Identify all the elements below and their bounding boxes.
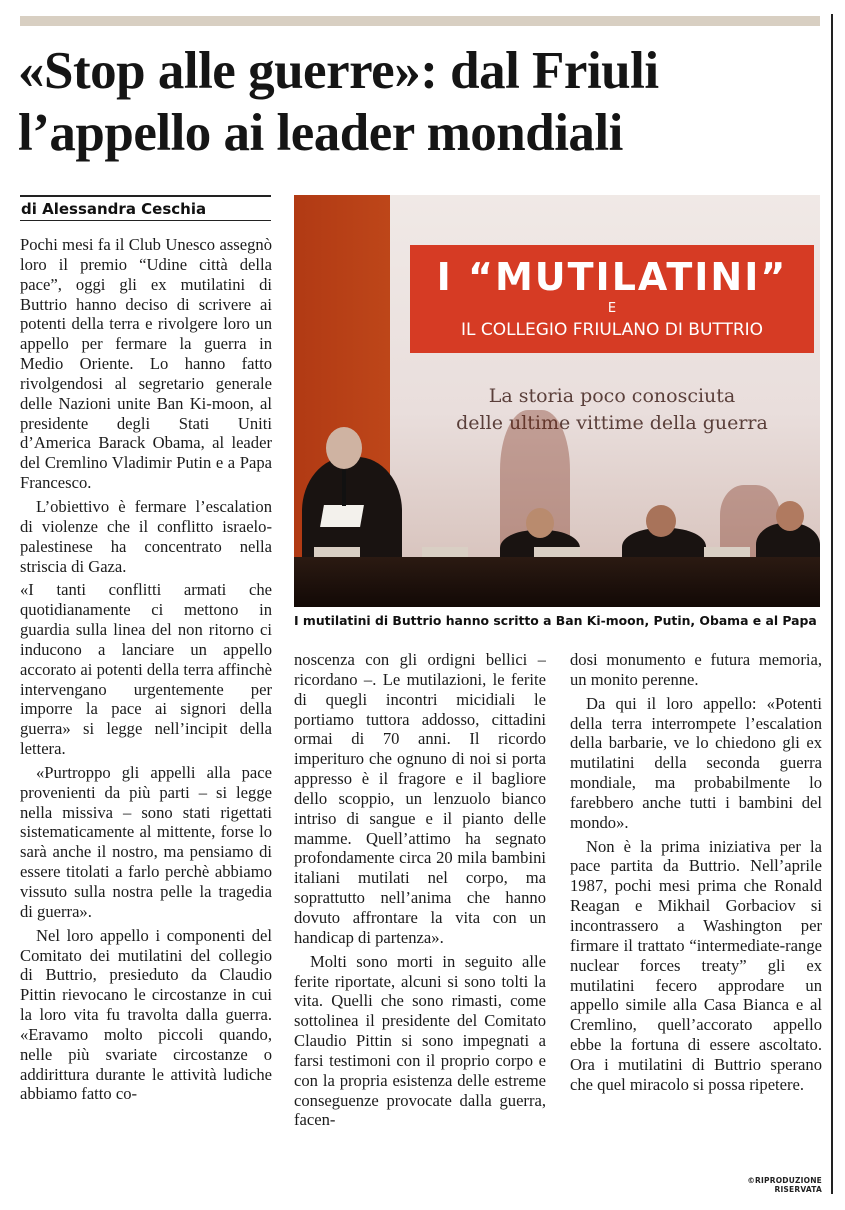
paragraph: noscenza con gli ordigni bellici – ricordano –. Le mutilazioni, le ferite di quegli incontri micidiali le portiamo tuttora addosso, cittadini ormai di 70 anni. Il ricordo imperituro che ognuno di noi si porta appresso è il fragore e il bagliore dello scoppio, un lenzuolo bianco intriso di sangue e il pianto delle mamme. Quell’attimo ha segnato profondamente circa 20 mila bambini italiani mutilati nel corpo, ma soprattutto nell’anima che hanno dovuto affrontare la vita con un handicap di partenza».: [294, 650, 546, 947]
nameplate: [422, 547, 468, 557]
article-byline: di Alessandra Ceschia: [20, 195, 271, 221]
paragraph: Da qui il loro appello: «Potenti della terra interrompete l’escalation della barbarie, ve lo chiedono gli ex mutilatini della seconda guerra mondiale, ma probabilmente lo farebbero anche tutti i bambini del mondo».: [570, 693, 822, 832]
nameplate: [314, 547, 360, 557]
screen-caption-line-1: La storia poco conosciuta: [488, 385, 736, 407]
article-photo: [294, 195, 820, 607]
conference-table: [294, 557, 820, 607]
projection-screen: [390, 195, 820, 557]
paragraph: Molti sono morti in seguito alle ferite riportate, alcuni si sono tolti la vita. Quelli che sono rimasti, come sottolinea il presidente del Comitato Claudio Pittin si sono impegnati a farsi testimoni con il proprio corpo e con la propria esistenza delle estreme conseguenze provocate dalla guerra, facen-: [294, 951, 546, 1130]
screen-banner: [410, 245, 814, 353]
copyright-notice: ©RIPRODUZIONE RISERVATA: [747, 1176, 822, 1194]
paragraph: «Purtroppo gli appelli alla pace provenienti da più parti – si legge nella missiva – sono stati rigettati sistematicamente al mittente, forse lo sarà anche il nostro, ma pensiamo di essere titolati a farlo perchè abbiamo vissuto sulla nostra pelle la tragedia di guerra».: [20, 762, 272, 921]
article-column-2: [294, 650, 546, 1190]
seated-person-2-head: [646, 505, 676, 537]
paragraph: L’obiettivo è fermare l’escalation di violenze che il conflitto israelo-palestinese ha concentrato nella striscia di Gaza.: [20, 496, 272, 576]
paragraph: Nel loro appello i componenti del Comitato dei mutilatini del collegio di Buttrio, presieduto da Claudio Pittin rievocano le circostanze in cui la loro vita fu travolta dalla guerra. «Eravamo molto piccoli quando, nelle più svariate circostanze o addirittura durante le attività ludiche abbiamo fatto co-: [20, 925, 272, 1104]
article-column-3: [570, 650, 822, 1190]
nameplate: [534, 547, 580, 557]
speaker-head: [326, 427, 362, 469]
page-edge-rule: [831, 14, 833, 1194]
paragraph: Non è la prima iniziativa per la pace partita da Buttrio. Nell’aprile 1987, pochi mesi prima che Ronald Reagan e Mikhail Gorbaciov si incontrassero a Washington per firmare il trattato “intermediate-range nuclear forces treaty” gli ex mutilatini fecero approdare un appello simile alla Casa Bianca e al Cremlino, quell’accorato appello ebbe la fortuna di essere ascoltato. Ora i mutilatini di Buttrio sperano che quel miracolo si possa ripetere.: [570, 836, 822, 1094]
screen-caption-line-2: delle ultime vittime della guerra: [456, 412, 768, 434]
article-headline: [18, 40, 818, 164]
article-column-1: [20, 235, 272, 1185]
paragraph: «I tanti conflitti armati che quotidianamente ci mettono in guardia sulla linea del non ritorno ci inducono a lanciare un appello accorato ai potenti della terra affinchè intervengano urgentemente per imporre la pace ai signori della guerra» si legge nell’incipit della lettera.: [20, 580, 272, 759]
paragraph: Pochi mesi fa il Club Unesco assegnò loro il premio “Udine città della pace”, oggi gli ex mutilatini di Buttrio hanno deciso di scrivere ai potenti della terra e rivolgere loro un appello per fermare la guerra in Medio Oriente. Lo hanno fatto rivolgendosi al segretario generale delle Nazioni unite Ban Ki-moon, al presidente degli Stati Uniti d’America Barack Obama, al leader del Cremlino Vladimir Putin e a Papa Francesco.: [20, 235, 272, 493]
microphone: [342, 470, 346, 506]
seated-person-1-head: [526, 508, 554, 538]
nameplate: [704, 547, 750, 557]
top-color-bar: [20, 16, 820, 26]
seated-person-3-head: [776, 501, 804, 531]
banner-title: I “MUTILATINI”: [436, 255, 788, 299]
headline-line-1: «Stop alle guerre»: dal Friuli: [18, 42, 659, 100]
screen-caption: [410, 383, 814, 437]
photo-caption: I mutilatini di Buttrio hanno scritto a Ban Ki-moon, Putin, Obama e al Papa: [294, 613, 817, 628]
banner-conjunction: E: [607, 301, 617, 316]
speaker-papers: [320, 505, 364, 527]
paragraph: dosi monumento e futura memoria, un monito perenne.: [570, 650, 822, 689]
banner-subtitle: IL COLLEGIO FRIULANO DI BUTTRIO: [460, 320, 764, 340]
headline-line-2: l’appello ai leader mondiali: [18, 104, 623, 162]
